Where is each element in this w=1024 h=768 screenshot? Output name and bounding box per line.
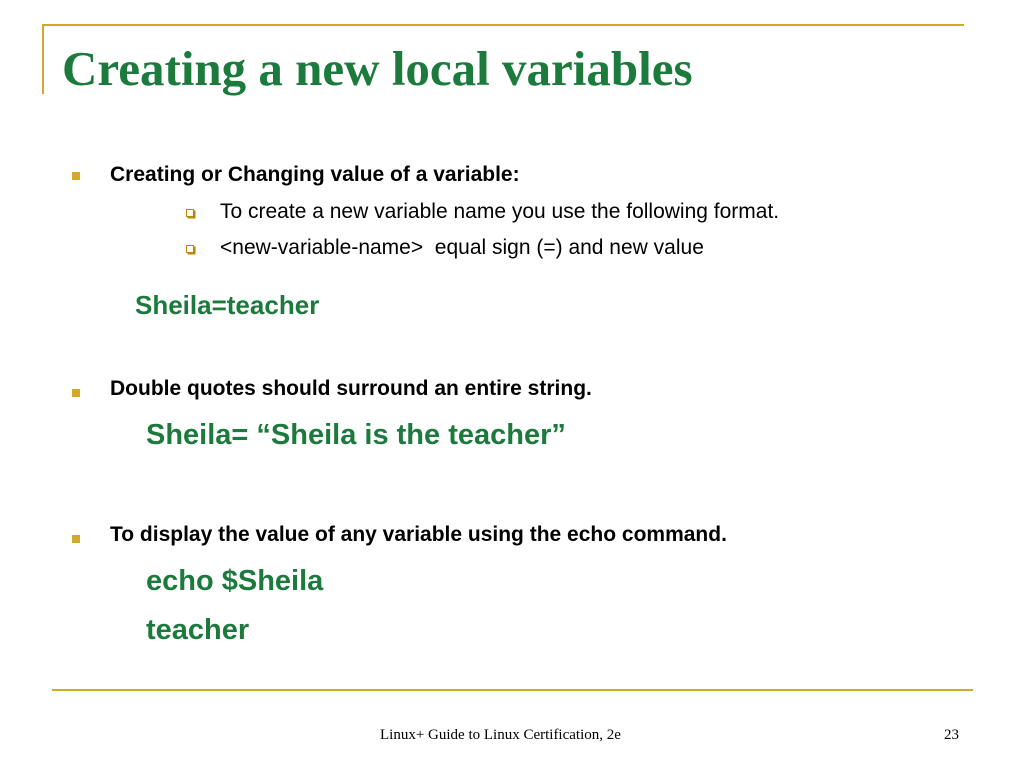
slide-title: Creating a new local variables	[62, 41, 693, 96]
example-code-2: Sheila= “Sheila is the teacher”	[146, 419, 566, 451]
example-code-3: echo $Sheila	[146, 565, 324, 597]
footer-text: Linux+ Guide to Linux Certification, 2e	[380, 727, 621, 743]
example-code-1: Sheila=teacher	[135, 290, 320, 320]
hollow-square-bullet-icon	[186, 209, 194, 217]
bullet-heading-2: Double quotes should surround an entire string.	[110, 377, 592, 400]
frame-top-line	[42, 24, 964, 26]
square-bullet-icon	[72, 172, 80, 180]
square-bullet-icon	[72, 535, 80, 543]
square-bullet-icon	[72, 389, 80, 397]
example-output: teacher	[146, 614, 250, 646]
frame-left-line	[42, 24, 44, 94]
sub-item-2: <new-variable-name> equal sign (=) and new value	[220, 236, 704, 259]
footer-divider	[52, 689, 973, 691]
bullet-heading-3: To display the value of any variable using the echo command.	[110, 523, 727, 546]
sub-item-1: To create a new variable name you use the following format.	[220, 200, 780, 223]
page-number: 23	[944, 727, 959, 743]
bullet-heading-1: Creating or Changing value of a variable:	[110, 163, 520, 186]
hollow-square-bullet-icon	[186, 245, 194, 253]
